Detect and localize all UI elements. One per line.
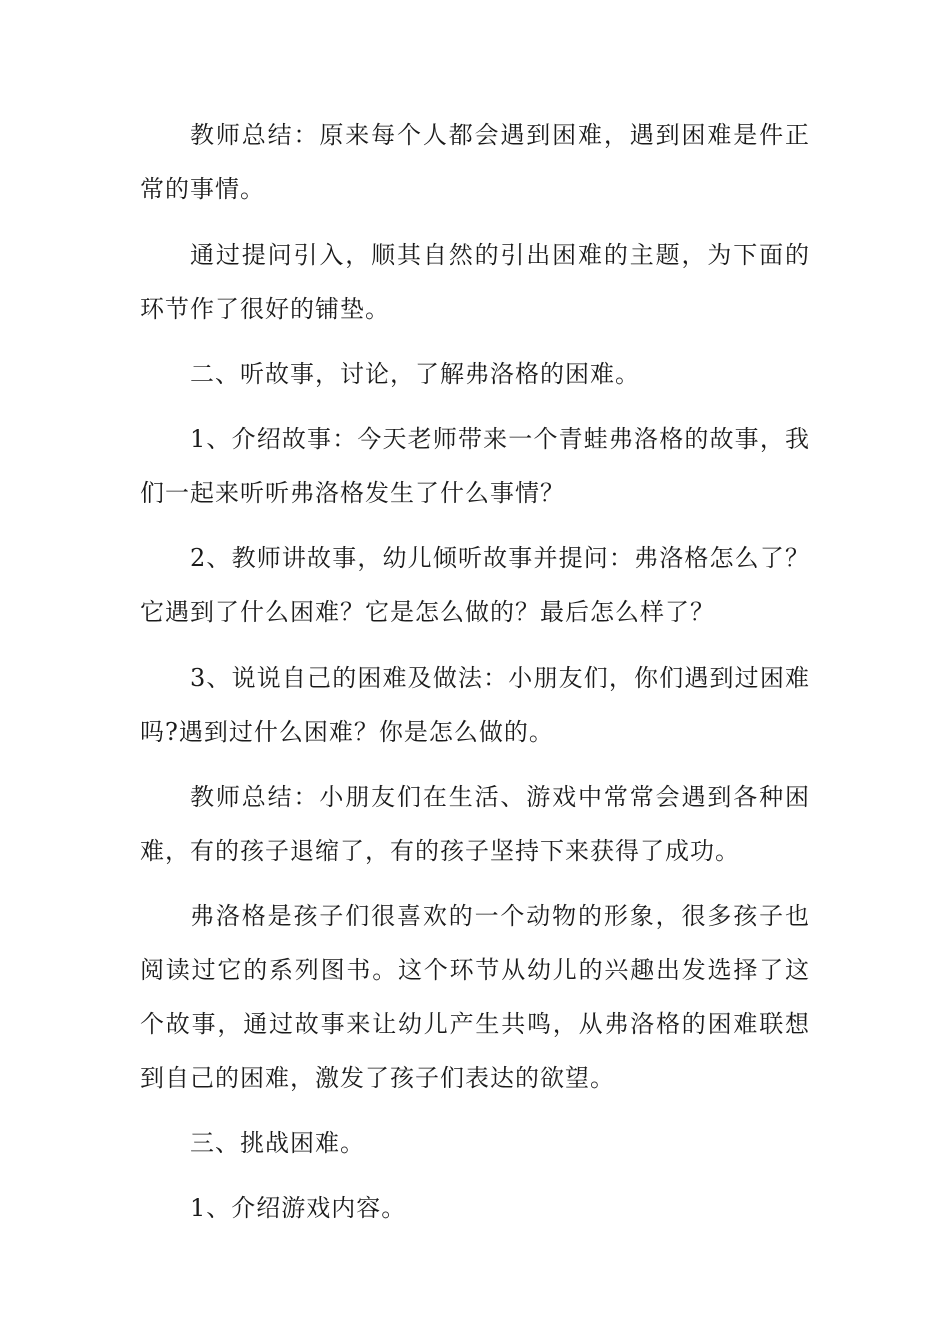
paragraph-frog-book: 弗洛格是孩子们很喜欢的一个动物的形象，很多孩子也阅读过它的系列图书。这个环节从幼儿的兴趣出发选择了这个故事，通过故事来让幼儿产生共鸣，从弗洛格的困难联想到自己的困难，激发了孩子们表达的欲望。 bbox=[140, 902, 810, 1092]
paragraph-teacher-summary-1: 教师总结：原来每个人都会遇到困难，遇到困难是件正常的事情。 bbox=[140, 121, 810, 203]
section-heading-2: 二、听故事，讨论，了解弗洛格的困难。 bbox=[190, 360, 640, 388]
paragraph-step-1: 1、介绍故事：今天老师带来一个青蛙弗洛格的故事，我们一起来听听弗洛格发生了什么事情？ bbox=[140, 425, 810, 507]
paragraph-step-3: 3、说说自己的困难及做法：小朋友们，你们遇到过困难吗?遇到过什么困难？你是怎么做的。 bbox=[140, 664, 810, 746]
paragraph-step-2: 2、教师讲故事，幼儿倾听故事并提问：弗洛格怎么了？它遇到了什么困难？它是怎么做的？最后怎么样了？ bbox=[140, 544, 810, 626]
paragraph-teacher-summary-2: 教师总结：小朋友们在生活、游戏中常常会遇到各种困难，有的孩子退缩了，有的孩子坚持下来获得了成功。 bbox=[140, 783, 810, 865]
paragraph-question-intro: 通过提问引入，顺其自然的引出困难的主题，为下面的环节作了很好的铺垫。 bbox=[140, 241, 810, 323]
section-heading-3: 三、挑战困难。 bbox=[190, 1129, 365, 1157]
paragraph-game-intro: 1、介绍游戏内容。 bbox=[190, 1194, 407, 1222]
